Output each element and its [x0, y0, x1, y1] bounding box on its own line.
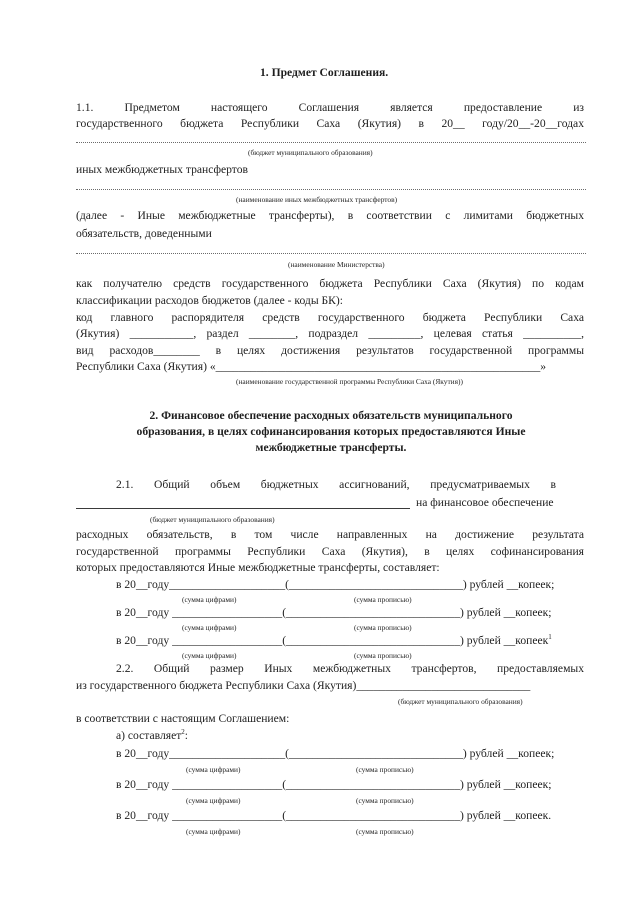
s2-para21-line1: 2.1. Общий объем бюджетных ассигнований, предусматриваемых в [116, 478, 556, 491]
s1-para2-line1: (далее - Иные межбюджетные трансферты), в соответствии с лимитами бюджетных [76, 209, 584, 222]
section-2-heading-line1: 2. Финансовое обеспечение расходных обязательств муниципального [149, 409, 513, 422]
blank-line [76, 189, 586, 190]
section-2-heading-line2: образования, в целях софинансирования которых предоставляются Иные [136, 425, 526, 438]
footnote-marker: 2 [181, 728, 185, 737]
caption-sum-digits: (сумма цифрами) [186, 827, 241, 836]
fill-line-budget [76, 508, 410, 509]
s1-para4-line3: вид расходов________ в целях достижения результатов государственной программы [76, 344, 584, 357]
caption-sum-digits: (сумма цифрами) [182, 623, 237, 632]
s1-para2-line2: обязательств, доведенными [76, 227, 212, 240]
amount-row: в 20__году ___________________(______________________________) рублей __копеек$^1$ [116, 633, 552, 647]
caption-budget-right: (бюджет муниципального образования) [398, 697, 523, 706]
s1-para4-line1: код главного распорядителя средств государственного бюджета Республики Саха [76, 311, 584, 324]
amount-row: в 20__году____________________(______________________________) рублей __копеек; [116, 747, 555, 760]
s1-para3-line2: классификации расходов бюджетов (далее - коды БК): [76, 294, 343, 307]
caption-budget: (бюджет муниципального образования) [150, 515, 275, 524]
caption-sum-digits: (сумма цифрами) [182, 651, 237, 660]
amount-row: в 20__году ___________________(______________________________) рублей __копеек; [116, 778, 552, 791]
caption-sum-words: (сумма прописью) [356, 765, 414, 774]
caption-sum-words: (сумма прописью) [356, 796, 414, 805]
caption-sum-words: (сумма прописью) [354, 595, 412, 604]
amount-row: в 20__году ___________________(______________________________) рублей __копеек; [116, 606, 552, 619]
caption-sum-digits: (сумма цифрами) [186, 765, 241, 774]
caption-program: (наименование государственной программы Республики Саха (Якутия)) [236, 377, 463, 386]
s2-para21-line3: расходных обязательств, в том числе направленных на достижение результата [76, 528, 584, 541]
s1-para4-line4: Республики Саха (Якутия) «________________________________________________________» [76, 360, 547, 373]
s1-transfers-line: иных межбюджетных трансфертов [76, 163, 248, 176]
blank-line [76, 142, 586, 143]
s1-para1-line1: 1.1. Предметом настоящего Соглашения является предоставление из [76, 101, 584, 114]
section-2-heading-line3: межбюджетные трансферты. [255, 441, 407, 454]
caption-sum-digits: (сумма цифрами) [182, 595, 237, 604]
caption-sum-words: (сумма прописью) [354, 651, 412, 660]
s1-para4-line2: (Якутия) ___________, раздел ________, подраздел _________, целевая статья __________, [76, 327, 584, 340]
item-a: а) составляет$^2$: [116, 728, 189, 742]
amount-row: в 20__году____________________(______________________________) рублей __копеек; [116, 578, 555, 591]
s2-para22-line2: из государственного бюджета Республики Саха (Якутия)______________________________ [76, 679, 531, 692]
caption-ministry: (наименование Министерства) [288, 260, 385, 269]
s2-para22-line3: в соответствии с настоящим Соглашением: [76, 712, 290, 725]
caption-sum-words: (сумма прописью) [354, 623, 412, 632]
amount-row: в 20__году ___________________(______________________________) рублей __копеек. [116, 809, 552, 822]
s2-para22-line1: 2.2. Общий размер Иных межбюджетных трансфертов, предоставляемых [116, 662, 584, 675]
s2-para21-line4: государственной программы Республики Саха (Якутия), в целях софинансирования [76, 545, 584, 558]
s1-para3-line1: как получателю средств государственного бюджета Республики Саха (Якутия) по кодам [76, 277, 584, 290]
caption-transfers: (наименование иных межбюджетных трансфертов) [236, 195, 398, 204]
section-1-heading: 1. Предмет Соглашения. [260, 66, 389, 79]
s2-para21-line5: которых предоставляются Иные межбюджетные трансферты, составляет: [76, 561, 440, 574]
s2-para21-line2-tail: на финансовое обеспечение [416, 496, 554, 509]
blank-line [76, 253, 586, 254]
caption-sum-words: (сумма прописью) [356, 827, 414, 836]
caption-budget: (бюджет муниципального образования) [248, 148, 373, 157]
footnote-marker: 1 [548, 633, 552, 642]
caption-sum-digits: (сумма цифрами) [186, 796, 241, 805]
s1-para1-line2: государственного бюджета Республики Саха (Якутия) в 20__ году/20__-20__годах [76, 117, 584, 130]
